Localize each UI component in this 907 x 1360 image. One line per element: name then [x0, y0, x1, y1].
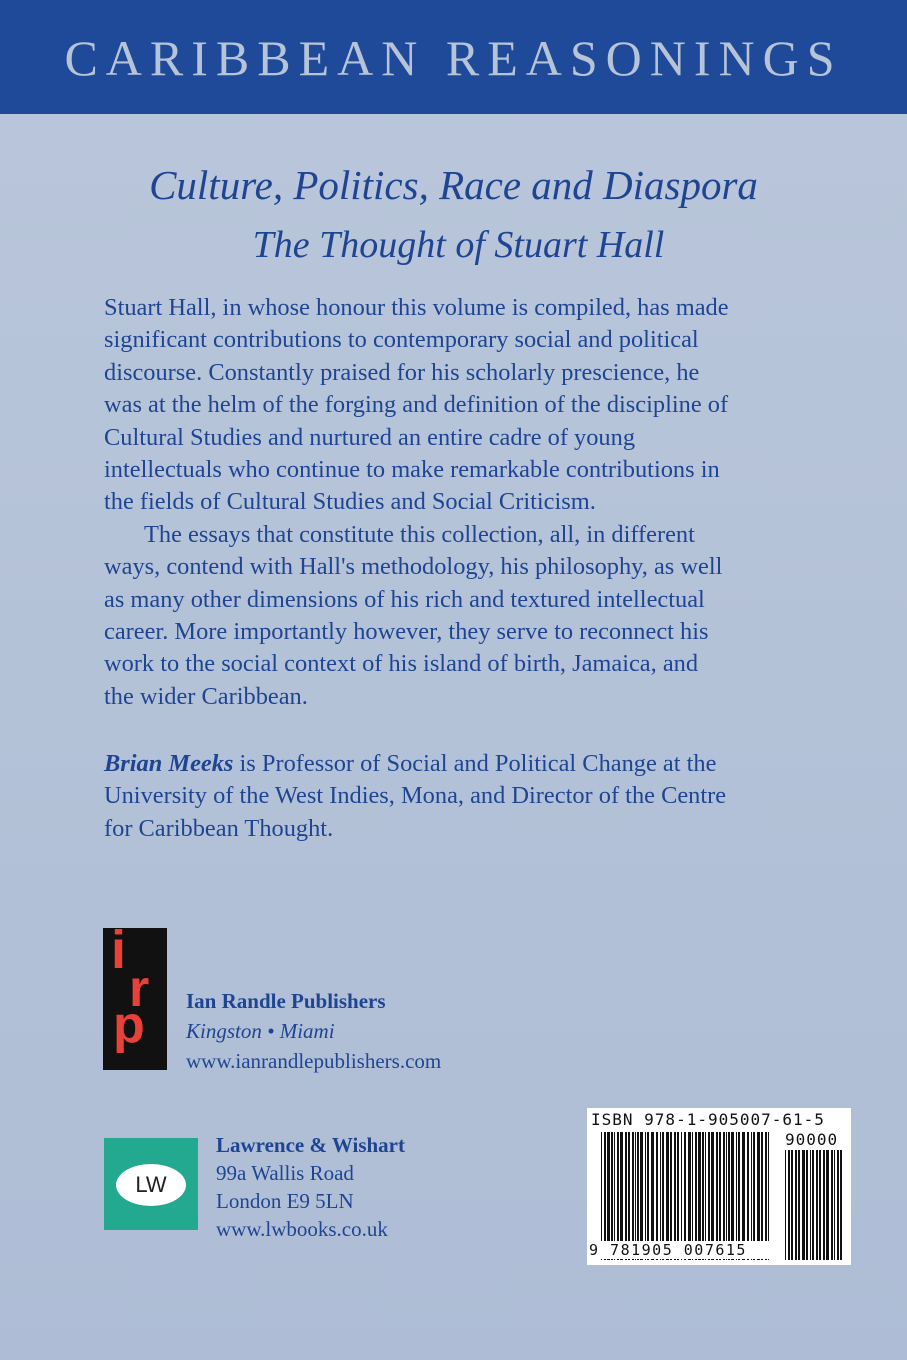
publisher1-info [186, 986, 441, 1076]
irp-logo-letter: i [111, 928, 127, 980]
barcode-bar [788, 1150, 790, 1260]
isbn-text: ISBN 978-1-905007-61-5 [591, 1110, 825, 1129]
publisher2-address: London E9 5LN [216, 1189, 354, 1213]
price-code: 90000 [785, 1130, 839, 1149]
irp-logo [103, 928, 167, 1070]
author-bio-text: is Professor of Social and Political Change at the [233, 750, 717, 777]
barcode-bar [791, 1150, 793, 1260]
description-line: the fields of Cultural Studies and Social Criticism. [104, 488, 596, 516]
author-bio-line [104, 748, 804, 780]
description-line: discourse. Constantly praised for his scholarly prescience, he [104, 358, 700, 386]
publisher1-website[interactable]: www.ianrandlepublishers.com [186, 1049, 442, 1073]
publisher2-address: 99a Wallis Road [216, 1161, 354, 1185]
barcode-bar [802, 1150, 805, 1260]
description-line: intellectuals who continue to make remarkable contributions in [104, 456, 720, 484]
irp-logo-letter: r [129, 960, 150, 1018]
addon-bars [785, 1150, 843, 1260]
lw-logo-mark: LW [116, 1164, 186, 1206]
description-line: as many other dimensions of his rich and textured intellectual [104, 585, 705, 613]
publisher1-name: Ian Randle Publishers [186, 989, 386, 1013]
barcode-bar [806, 1150, 808, 1260]
author-bio-line: University of the West Indies, Mona, and Director of the Centre [104, 782, 727, 810]
barcode-bar [798, 1150, 800, 1260]
author-bio [104, 748, 804, 845]
description-line: work to the social context of his island of birth, Jamaica, and [104, 650, 699, 678]
description-line: significant contributions to contemporary social and political [104, 326, 699, 354]
barcode [587, 1108, 851, 1265]
ean-digits: 9 781905 007615 [589, 1241, 769, 1259]
description-line: Cultural Studies and nurtured an entire cadre of young [104, 423, 636, 451]
description [104, 292, 804, 713]
book-title: Culture, Politics, Race and Diaspora [149, 162, 758, 208]
barcode-bar [810, 1150, 811, 1260]
barcode-bar [816, 1150, 818, 1260]
description-line: ways, contend with Hall's methodology, his philosophy, as well [104, 553, 723, 581]
barcode-bar [837, 1150, 839, 1260]
publisher2-info [216, 1131, 405, 1243]
description-line: Stuart Hall, in whose honour this volume is compiled, has made [104, 294, 729, 321]
barcode-bar [812, 1150, 814, 1260]
author-name: Brian Meeks [104, 750, 234, 777]
series-band [0, 0, 907, 114]
barcode-bar [831, 1150, 833, 1260]
barcode-bar [819, 1150, 821, 1260]
description-line: The essays that constitute this collection, all, in different [144, 520, 695, 548]
series-title: CARIBBEAN REASONINGS [64, 30, 843, 86]
barcode-bar [795, 1150, 797, 1260]
description-line: career. More importantly however, they serve to reconnect his [104, 618, 709, 646]
lw-logo [104, 1138, 198, 1230]
barcode-bar [840, 1150, 842, 1260]
description-line: was at the helm of the forging and definition of the discipline of [104, 391, 729, 419]
publisher2-website[interactable]: www.lwbooks.co.uk [216, 1217, 388, 1241]
description-line: the wider Caribbean. [104, 682, 308, 710]
book-subtitle: The Thought of Stuart Hall [252, 224, 665, 266]
author-bio-line: for Caribbean Thought. [104, 814, 334, 842]
barcode-bar [823, 1150, 825, 1260]
irp-logo-letter: p [113, 996, 145, 1054]
publisher1-cities: Kingston • Miami [186, 1019, 335, 1043]
publisher2-name: Lawrence & Wishart [216, 1133, 405, 1157]
barcode-bar [826, 1150, 829, 1260]
barcode-bar [834, 1150, 835, 1260]
barcode-bar [785, 1150, 786, 1260]
